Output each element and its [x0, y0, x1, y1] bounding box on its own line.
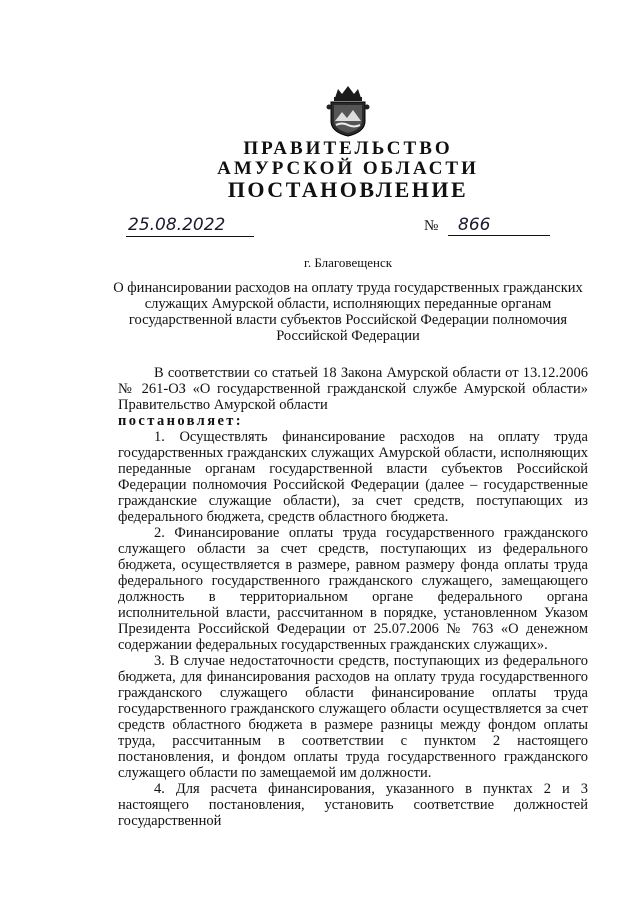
number-underline — [448, 235, 550, 236]
coat-of-arms-icon — [325, 85, 371, 137]
document-subject-title: О финансировании расходов на оплату труда государственных гражданских служащих Амурской области, исполняющих переданные органам государственной власти субъектов Российской Федерации полномочия Российской Федерации — [113, 280, 583, 344]
document-date-field — [126, 214, 254, 237]
item-4-paragraph: 4. Для расчета финансирования, указанного в пунктах 2 и 3 настоящего постановления, установить соответствие должностей государственной — [118, 781, 588, 829]
item-2-paragraph: 2. Финансирование оплаты труда государственного гражданского служащего области за счет средств, поступающих из федерального бюджета, осуществляется в размере, равном размеру фонда оплаты труда федерального государственного гражданского служащего, замещающего должность в территориальном органе федерального органа исполнительной власти, рассчитанном в порядке, установленном Указом Президента Российской Федерации от 25.07.2006 № 763 «О денежном содержании федеральных государственных гражданских служащих». — [118, 525, 588, 653]
document-date: 25.08.2022 — [128, 215, 226, 235]
organization-name-line1: ПРАВИТЕЛЬСТВО — [243, 138, 453, 159]
organization-name-line2: АМУРСКОЙ ОБЛАСТИ — [217, 158, 479, 179]
preamble-paragraph: В соответствии со статьей 18 Закона Амурской области от 13.12.2006 № 261-ОЗ «О государственной гражданской службе Амурской области» Правительство Амурской области — [118, 365, 588, 413]
document-type-title: ПОСТАНОВЛЕНИЕ — [227, 177, 469, 202]
city-name: г. Благовещенск — [303, 255, 393, 270]
coat-of-arms-emblem — [325, 85, 371, 137]
item-3-paragraph: 3. В случае недостаточности средств, поступающих из федерального бюджета, для финансирования расходов на оплату труда государственного гражданского служащего области финансирование оплаты труда государственного гражданского служащего области осуществляется за счет средств областного бюджета в размере разницы между фондом оплаты труда, рассчитанным в соответствии с пунктом 2 настоящего постановления, и фондом оплаты труда государственного гражданского служащего области по замещаемой им должности. — [118, 653, 588, 781]
resolves-keyword: постановляет: — [118, 413, 244, 429]
document-number: 866 — [458, 215, 491, 235]
item-1-paragraph: 1. Осуществлять финансирование расходов на оплату труда государственных гражданских служащих Амурской области, исполняющих переданные органам государственной власти субъектов Российской Федерации полномочия Российской Федерации (далее – государственные гражданские служащие области), за счет средств, поступающих из федерального бюджета, средств областного бюджета. — [118, 429, 588, 525]
number-sign: № — [424, 218, 439, 234]
document-body — [118, 365, 588, 829]
document-number-field — [424, 214, 550, 236]
